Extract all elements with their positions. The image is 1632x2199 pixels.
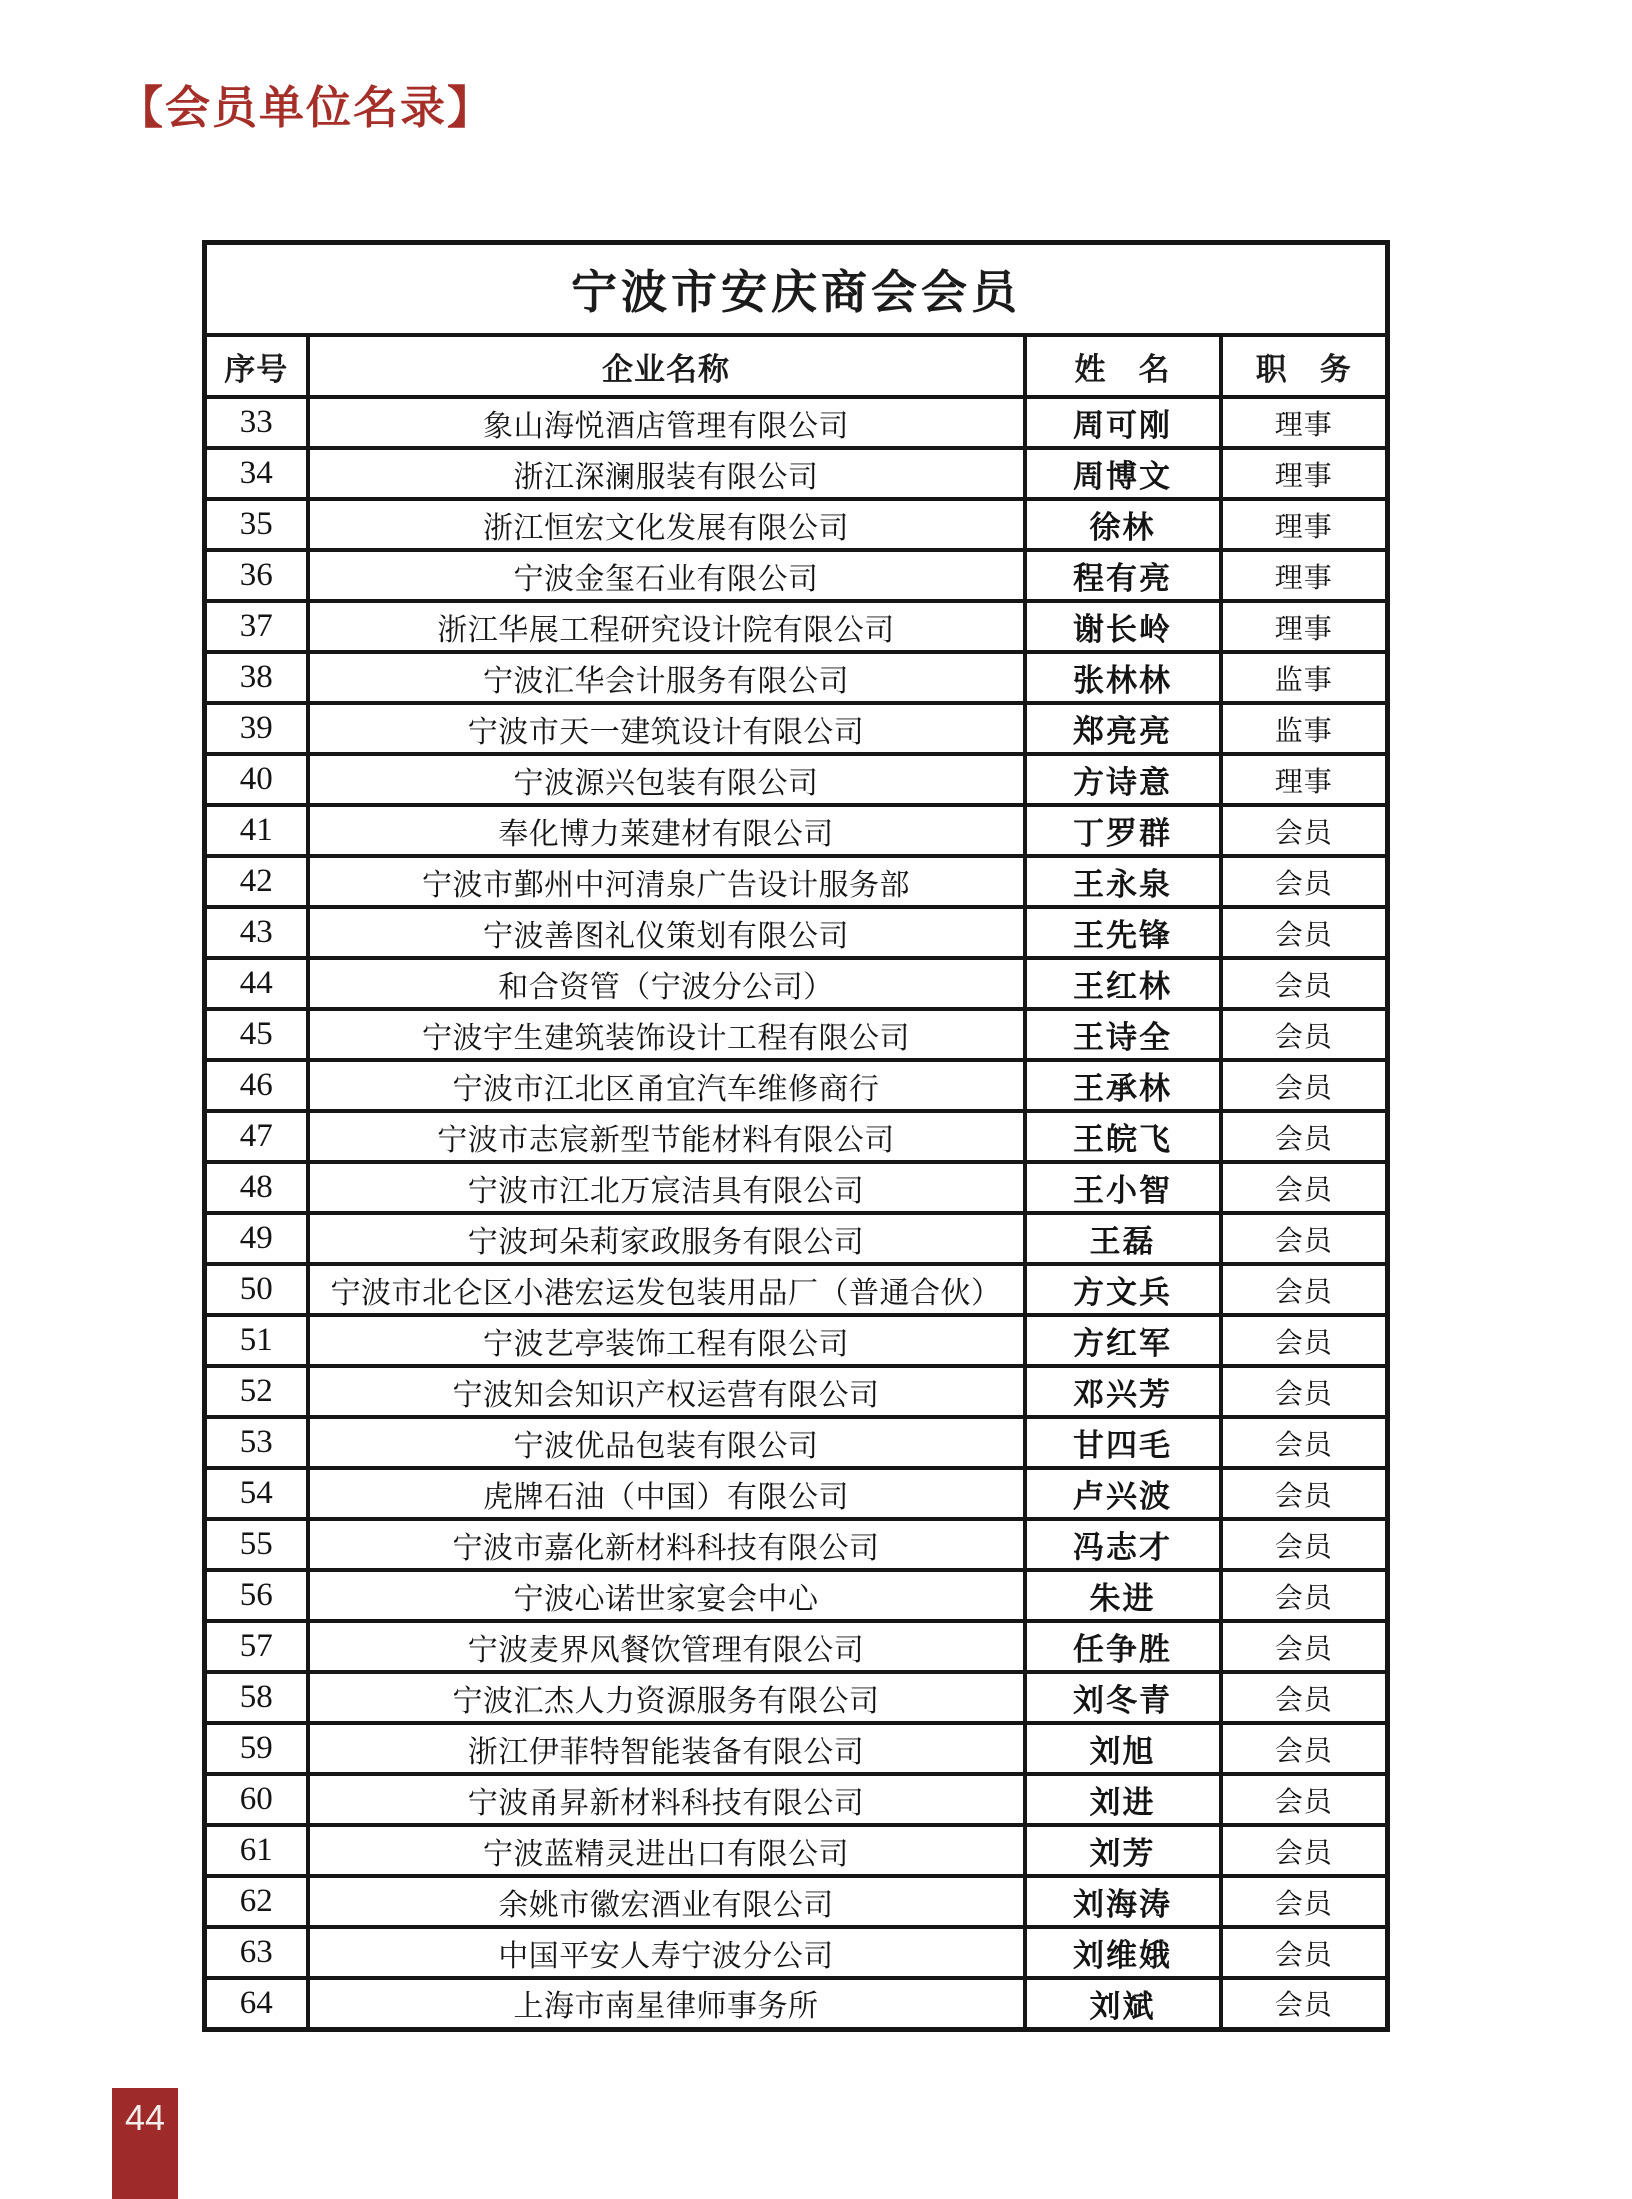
member-name: 冯志才 xyxy=(1025,1519,1221,1570)
row-no: 61 xyxy=(205,1825,308,1876)
table-row xyxy=(205,397,1388,448)
company-name: 宁波市嘉化新材料科技有限公司 xyxy=(308,1519,1025,1570)
member-position: 理事 xyxy=(1221,499,1388,550)
member-position: 会员 xyxy=(1221,1978,1388,2029)
member-position: 会员 xyxy=(1221,856,1388,907)
table-row xyxy=(205,856,1388,907)
member-position: 监事 xyxy=(1221,652,1388,703)
section-header: 【会员单位名录】 xyxy=(118,82,495,133)
row-no: 33 xyxy=(205,397,308,448)
table-row xyxy=(205,1162,1388,1213)
row-no: 48 xyxy=(205,1162,308,1213)
member-position: 会员 xyxy=(1221,1060,1388,1111)
company-name: 宁波艺亭装饰工程有限公司 xyxy=(308,1315,1025,1366)
table-row xyxy=(205,1672,1388,1723)
company-name: 浙江伊菲特智能装备有限公司 xyxy=(308,1723,1025,1774)
row-no: 57 xyxy=(205,1621,308,1672)
member-position: 会员 xyxy=(1221,1111,1388,1162)
row-no: 40 xyxy=(205,754,308,805)
company-name: 宁波市鄞州中河清泉广告设计服务部 xyxy=(308,856,1025,907)
row-no: 53 xyxy=(205,1417,308,1468)
page-number-box xyxy=(112,2088,178,2199)
table-row xyxy=(205,1060,1388,1111)
member-name: 任争胜 xyxy=(1025,1621,1221,1672)
table-row xyxy=(205,754,1388,805)
row-no: 45 xyxy=(205,1009,308,1060)
row-no: 49 xyxy=(205,1213,308,1264)
member-position: 理事 xyxy=(1221,397,1388,448)
company-name: 余姚市徽宏酒业有限公司 xyxy=(308,1876,1025,1927)
member-position: 会员 xyxy=(1221,907,1388,958)
column-header-company: 企业名称 xyxy=(308,335,1025,397)
row-no: 44 xyxy=(205,958,308,1009)
member-position: 会员 xyxy=(1221,1723,1388,1774)
member-position: 会员 xyxy=(1221,1417,1388,1468)
company-name: 上海市南星律师事务所 xyxy=(308,1978,1025,2029)
member-name: 刘冬青 xyxy=(1025,1672,1221,1723)
row-no: 54 xyxy=(205,1468,308,1519)
member-position: 监事 xyxy=(1221,703,1388,754)
row-no: 58 xyxy=(205,1672,308,1723)
company-name: 宁波市江北万宸洁具有限公司 xyxy=(308,1162,1025,1213)
row-no: 56 xyxy=(205,1570,308,1621)
row-no: 37 xyxy=(205,601,308,652)
row-no: 46 xyxy=(205,1060,308,1111)
company-name: 宁波心诺世家宴会中心 xyxy=(308,1570,1025,1621)
member-name: 丁罗群 xyxy=(1025,805,1221,856)
member-name: 刘旭 xyxy=(1025,1723,1221,1774)
member-position: 会员 xyxy=(1221,1468,1388,1519)
table-row xyxy=(205,1570,1388,1621)
table-row xyxy=(205,1978,1388,2029)
column-header-name: 姓 名 xyxy=(1025,335,1221,397)
table-row xyxy=(205,1825,1388,1876)
row-no: 38 xyxy=(205,652,308,703)
row-no: 34 xyxy=(205,448,308,499)
member-position: 会员 xyxy=(1221,1519,1388,1570)
table-title: 宁波市安庆商会会员 xyxy=(205,243,1388,336)
member-name: 方文兵 xyxy=(1025,1264,1221,1315)
company-name: 虎牌石油（中国）有限公司 xyxy=(308,1468,1025,1519)
table-row xyxy=(205,907,1388,958)
row-no: 52 xyxy=(205,1366,308,1417)
member-position: 会员 xyxy=(1221,1213,1388,1264)
table-row xyxy=(205,448,1388,499)
member-position: 会员 xyxy=(1221,1825,1388,1876)
company-name: 宁波知会知识产权运营有限公司 xyxy=(308,1366,1025,1417)
member-name: 刘斌 xyxy=(1025,1978,1221,2029)
table-row xyxy=(205,805,1388,856)
member-position: 会员 xyxy=(1221,1876,1388,1927)
member-name: 王小智 xyxy=(1025,1162,1221,1213)
company-name: 宁波汇杰人力资源服务有限公司 xyxy=(308,1672,1025,1723)
row-no: 63 xyxy=(205,1927,308,1978)
member-position: 理事 xyxy=(1221,550,1388,601)
company-name: 浙江深澜服装有限公司 xyxy=(308,448,1025,499)
member-position: 会员 xyxy=(1221,1009,1388,1060)
member-position: 会员 xyxy=(1221,1774,1388,1825)
table-row xyxy=(205,703,1388,754)
table-row xyxy=(205,1111,1388,1162)
row-no: 43 xyxy=(205,907,308,958)
table-row xyxy=(205,1315,1388,1366)
member-position: 会员 xyxy=(1221,1264,1388,1315)
member-position: 会员 xyxy=(1221,958,1388,1009)
member-name: 程有亮 xyxy=(1025,550,1221,601)
table-row xyxy=(205,1366,1388,1417)
member-name: 周博文 xyxy=(1025,448,1221,499)
company-name: 宁波市北仑区小港宏运发包装用品厂（普通合伙） xyxy=(308,1264,1025,1315)
table-row xyxy=(205,958,1388,1009)
member-position: 理事 xyxy=(1221,601,1388,652)
member-name: 王永泉 xyxy=(1025,856,1221,907)
member-name: 王诗全 xyxy=(1025,1009,1221,1060)
table-title-row xyxy=(205,243,1388,336)
page-number: 44 xyxy=(124,2097,166,2138)
member-name: 王承林 xyxy=(1025,1060,1221,1111)
member-name: 方诗意 xyxy=(1025,754,1221,805)
table-row xyxy=(205,1009,1388,1060)
member-name: 朱进 xyxy=(1025,1570,1221,1621)
member-name: 周可刚 xyxy=(1025,397,1221,448)
company-name: 宁波珂朵莉家政服务有限公司 xyxy=(308,1213,1025,1264)
member-position: 会员 xyxy=(1221,1927,1388,1978)
company-name: 象山海悦酒店管理有限公司 xyxy=(308,397,1025,448)
company-name: 宁波宇生建筑装饰设计工程有限公司 xyxy=(308,1009,1025,1060)
member-name: 刘进 xyxy=(1025,1774,1221,1825)
company-name: 和合资管（宁波分公司） xyxy=(308,958,1025,1009)
company-name: 宁波市志宸新型节能材料有限公司 xyxy=(308,1111,1025,1162)
table-row xyxy=(205,1723,1388,1774)
table-row xyxy=(205,1468,1388,1519)
row-no: 35 xyxy=(205,499,308,550)
member-name: 王皖飞 xyxy=(1025,1111,1221,1162)
row-no: 64 xyxy=(205,1978,308,2029)
member-name: 刘芳 xyxy=(1025,1825,1221,1876)
table-row xyxy=(205,1876,1388,1927)
company-name: 宁波甬昇新材料科技有限公司 xyxy=(308,1774,1025,1825)
table-row xyxy=(205,652,1388,703)
member-position: 会员 xyxy=(1221,1621,1388,1672)
member-position: 会员 xyxy=(1221,1162,1388,1213)
table-row xyxy=(205,550,1388,601)
row-no: 36 xyxy=(205,550,308,601)
table-row xyxy=(205,1621,1388,1672)
column-header-no: 序号 xyxy=(205,335,308,397)
table-row xyxy=(205,1417,1388,1468)
member-name: 王磊 xyxy=(1025,1213,1221,1264)
member-table xyxy=(202,240,1390,2032)
company-name: 奉化博力莱建材有限公司 xyxy=(308,805,1025,856)
member-name: 谢长岭 xyxy=(1025,601,1221,652)
member-position: 会员 xyxy=(1221,805,1388,856)
member-position: 会员 xyxy=(1221,1570,1388,1621)
company-name: 宁波汇华会计服务有限公司 xyxy=(308,652,1025,703)
table-row xyxy=(205,1213,1388,1264)
member-position: 会员 xyxy=(1221,1315,1388,1366)
row-no: 59 xyxy=(205,1723,308,1774)
row-no: 50 xyxy=(205,1264,308,1315)
company-name: 宁波麦界风餐饮管理有限公司 xyxy=(308,1621,1025,1672)
member-name: 王先锋 xyxy=(1025,907,1221,958)
row-no: 41 xyxy=(205,805,308,856)
row-no: 47 xyxy=(205,1111,308,1162)
company-name: 宁波善图礼仪策划有限公司 xyxy=(308,907,1025,958)
member-position: 会员 xyxy=(1221,1672,1388,1723)
row-no: 60 xyxy=(205,1774,308,1825)
company-name: 浙江华展工程研究设计院有限公司 xyxy=(308,601,1025,652)
row-no: 51 xyxy=(205,1315,308,1366)
member-position: 理事 xyxy=(1221,448,1388,499)
row-no: 42 xyxy=(205,856,308,907)
row-no: 62 xyxy=(205,1876,308,1927)
member-position: 会员 xyxy=(1221,1366,1388,1417)
member-name: 甘四毛 xyxy=(1025,1417,1221,1468)
table-row xyxy=(205,1264,1388,1315)
member-name: 徐林 xyxy=(1025,499,1221,550)
company-name: 宁波市天一建筑设计有限公司 xyxy=(308,703,1025,754)
column-header-position: 职 务 xyxy=(1221,335,1388,397)
company-name: 宁波市江北区甬宜汽车维修商行 xyxy=(308,1060,1025,1111)
row-no: 55 xyxy=(205,1519,308,1570)
company-name: 中国平安人寿宁波分公司 xyxy=(308,1927,1025,1978)
row-no: 39 xyxy=(205,703,308,754)
table-row xyxy=(205,1519,1388,1570)
member-name: 卢兴波 xyxy=(1025,1468,1221,1519)
company-name: 宁波蓝精灵进出口有限公司 xyxy=(308,1825,1025,1876)
company-name: 宁波优品包装有限公司 xyxy=(308,1417,1025,1468)
table-row xyxy=(205,1927,1388,1978)
member-name: 刘维娥 xyxy=(1025,1927,1221,1978)
member-name: 邓兴芳 xyxy=(1025,1366,1221,1417)
table-row xyxy=(205,499,1388,550)
member-position: 理事 xyxy=(1221,754,1388,805)
table-header-row xyxy=(205,335,1388,397)
company-name: 浙江恒宏文化发展有限公司 xyxy=(308,499,1025,550)
table-row xyxy=(205,1774,1388,1825)
member-name: 刘海涛 xyxy=(1025,1876,1221,1927)
member-name: 郑亮亮 xyxy=(1025,703,1221,754)
member-name: 方红军 xyxy=(1025,1315,1221,1366)
table-row xyxy=(205,601,1388,652)
member-name: 王红林 xyxy=(1025,958,1221,1009)
company-name: 宁波源兴包装有限公司 xyxy=(308,754,1025,805)
member-name: 张林林 xyxy=(1025,652,1221,703)
company-name: 宁波金玺石业有限公司 xyxy=(308,550,1025,601)
